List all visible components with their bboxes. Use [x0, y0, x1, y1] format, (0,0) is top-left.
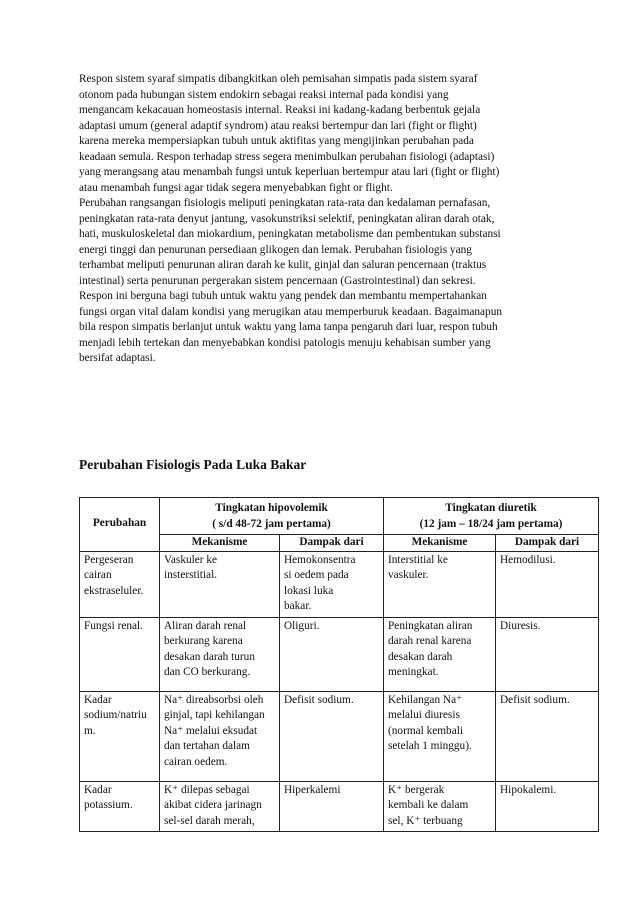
column-header-perubahan: Perubahan: [80, 498, 160, 552]
cell-text-line: melalui diuresis: [388, 709, 460, 721]
cell-text-line: akibat cidera jarinagn: [164, 799, 262, 811]
cell-mekanisme-diuretik: [384, 617, 496, 691]
cell-text-line: Vaskuler ke: [164, 553, 218, 566]
table-row: [80, 691, 599, 781]
paragraph-line: Respon ini berguna bagi tubuh untuk waktu yang pendek dan membantu mempertahankan: [79, 290, 487, 302]
cell-text-line: Pergeseran: [84, 553, 134, 566]
cell-text-line: K⁺ dilepas sebagai: [164, 783, 250, 796]
paragraph-line: intestinal) serta penurunan pergerakan sistem pencernaan (Gastrointestinal) dan sekresi.: [79, 274, 476, 287]
cell-text-line: Peningkatan aliran: [388, 619, 473, 632]
paragraph-line: otonom pada hubungan sistem endokirn sebagai reaksi internal pada kondisi yang: [79, 88, 449, 101]
cell-text-line: (normal kembali: [388, 724, 463, 737]
paragraph-line: bersifat adaptasi.: [79, 352, 156, 364]
cell-text-line: Hemokonsentra: [284, 553, 356, 566]
cell-text-line: desakan darah: [388, 650, 453, 663]
body-paragraph: [79, 72, 569, 367]
paragraph-line: keadaan semula. Respon terhadap stress segera menimbulkan perubahan fisiologi (adaptasi): [79, 150, 495, 163]
cell-text-line: meningkat.: [388, 666, 439, 678]
cell-mekanisme-hipovolemik: [160, 617, 280, 691]
subheader-mekanisme: Mekanisme: [160, 535, 280, 552]
group-title: Tingkatan hipovolemik: [215, 502, 328, 514]
group-subtitle: ( s/d 48-72 jam pertama): [212, 517, 331, 530]
paragraph-line: peningkatan rata-rata denyut jantung, vasokunstriksi selektif, peningkatan aliran darah otak,: [79, 212, 495, 225]
cell-text-line: kembali ke dalam: [388, 799, 469, 811]
cell-text-line: cairan: [84, 569, 112, 581]
cell-text-line: Kadar: [84, 693, 112, 706]
paragraph-line: mengancam kekacauan homeostasis internal. Reaksi ini kadang-kadang berbentuk gejala: [79, 104, 481, 116]
cell-text-line: K⁺ bergerak: [388, 783, 445, 796]
cell-mekanisme-hipovolemik: [160, 691, 280, 781]
cell-dampak-hipovolemik: [280, 691, 384, 781]
cell-perubahan: [80, 781, 160, 832]
cell-text-line: Fungsi renal.: [84, 619, 143, 632]
cell-text-line: ekstraseluler.: [84, 584, 144, 597]
cell-text-line: bakar.: [284, 600, 312, 612]
table-row: [80, 617, 599, 691]
subheader-dampak: Dampak dari: [496, 535, 599, 552]
cell-text-line: potassium.: [84, 799, 133, 811]
cell-dampak-diuretik: [496, 551, 599, 617]
cell-text-line: lokasi luka: [284, 584, 334, 597]
cell-dampak-hipovolemik: [280, 781, 384, 832]
cell-text-line: desakan darah turun: [164, 650, 255, 663]
cell-text-line: cairan oedem.: [164, 755, 228, 768]
cell-text-line: sel, K⁺ terbuang: [388, 814, 463, 827]
paragraph-line: Respon sistem syaraf simpatis dibangkitkan oleh pemisahan simpatis pada sistem syaraf: [79, 73, 478, 85]
table-row: [80, 551, 599, 617]
column-group-diuretik: [384, 498, 599, 535]
cell-text-line: Hiperkalemi: [284, 783, 341, 796]
paragraph-line: yang merangsang atau menambah fungsi untuk keperluan bertempur atau lari (fight or flight): [79, 166, 500, 178]
cell-text-line: dan CO berkurang.: [164, 666, 251, 678]
paragraph-line: menjadi lebih tertekan dan menyebabkan kondisi patologis menuju kehabisan sumber yang: [79, 336, 491, 349]
cell-mekanisme-diuretik: [384, 691, 496, 781]
cell-text-line: Defisit sodium.: [500, 693, 570, 706]
cell-text-line: dan tertahan dalam: [164, 740, 250, 752]
cell-perubahan: [80, 691, 160, 781]
cell-mekanisme-diuretik: [384, 551, 496, 617]
cell-dampak-diuretik: [496, 691, 599, 781]
paragraph-line: karena mereka mempersiapkan tubuh untuk aktifitas yang mengijinkan perubahan pada: [79, 135, 474, 147]
paragraph-line: atau menambah fungsi agar tidak segera menyebabkan fight or flight.: [79, 181, 393, 194]
cell-text-line: Defisit sodium.: [284, 693, 354, 706]
group-title: Tingkatan diuretik: [445, 502, 537, 514]
paragraph-line: Perubahan rangsangan fisiologis meliputi peningkatan rata-rata dan kedalaman pernafasan,: [79, 197, 491, 209]
cell-text-line: Oliguri.: [284, 619, 320, 632]
burn-physiology-table: [79, 497, 599, 832]
paragraph-line: adaptasi umum (general adaptif syndrom) atau reaksi bertempur dan lari (fight or flight): [79, 119, 477, 132]
paragraph-line: energi tinggi dan penurunan persediaan glikogen dan lemak. Perubahan fisiologis yang: [79, 243, 472, 256]
cell-text-line: si oedem pada: [284, 569, 349, 581]
cell-text-line: Interstitial ke: [388, 553, 448, 566]
cell-text-line: sel-sel darah merah,: [164, 814, 255, 827]
cell-perubahan: [80, 551, 160, 617]
cell-text-line: Diuresis.: [500, 619, 541, 632]
cell-mekanisme-hipovolemik: [160, 551, 280, 617]
paragraph-line: bila respon simpatis berlanjut untuk waktu yang lama tanpa pengaruh dari luar, respon tubuh: [79, 321, 498, 333]
cell-dampak-hipovolemik: [280, 551, 384, 617]
cell-text-line: insterstitial.: [164, 569, 218, 581]
cell-text-line: Kadar: [84, 783, 112, 796]
cell-text-line: Na⁺ direabsorbsi oleh: [164, 693, 264, 706]
cell-text-line: Na⁺ melalui eksudat: [164, 724, 258, 737]
cell-perubahan: [80, 617, 160, 691]
paragraph-line: terhambat meliputi penurunan aliran darah ke kulit, ginjal dan saluran pencernaan (traktus: [79, 259, 487, 271]
cell-text-line: berkurang karena: [164, 635, 243, 647]
cell-mekanisme-hipovolemik: [160, 781, 280, 832]
cell-text-line: vaskuler.: [388, 569, 429, 581]
cell-dampak-hipovolemik: [280, 617, 384, 691]
group-subtitle: (12 jam – 18/24 jam pertama): [419, 517, 563, 530]
column-group-hipovolemik: [160, 498, 384, 535]
cell-text-line: ginjal, tapi kehilangan: [164, 709, 265, 721]
cell-text-line: darah renal karena: [388, 635, 472, 647]
cell-dampak-diuretik: [496, 781, 599, 832]
cell-text-line: Kehilangan Na⁺: [388, 693, 463, 706]
cell-text-line: sodium/natriu: [84, 709, 147, 721]
cell-text-line: Hipokalemi.: [500, 783, 557, 796]
table-row: [80, 781, 599, 832]
section-heading: Perubahan Fisiologis Pada Luka Bakar: [79, 457, 307, 472]
cell-text-line: Aliran darah renal: [164, 619, 247, 632]
cell-text-line: Hemodilusi.: [500, 553, 556, 566]
cell-text-line: m.: [84, 724, 96, 737]
subheader-dampak: Dampak dari: [280, 535, 384, 552]
cell-text-line: setelah 1 minggu).: [388, 740, 472, 752]
paragraph-line: hati, muskuloskeletal dan miokardium, peningkatan metabolisme dan pembentukan substansi: [79, 228, 501, 240]
paragraph-line: fungsi organ vital dalam kondisi yang merugikan atau memperburuk keadaan. Bagaimanapun: [79, 305, 502, 318]
subheader-mekanisme: Mekanisme: [384, 535, 496, 552]
cell-dampak-diuretik: [496, 617, 599, 691]
cell-mekanisme-diuretik: [384, 781, 496, 832]
